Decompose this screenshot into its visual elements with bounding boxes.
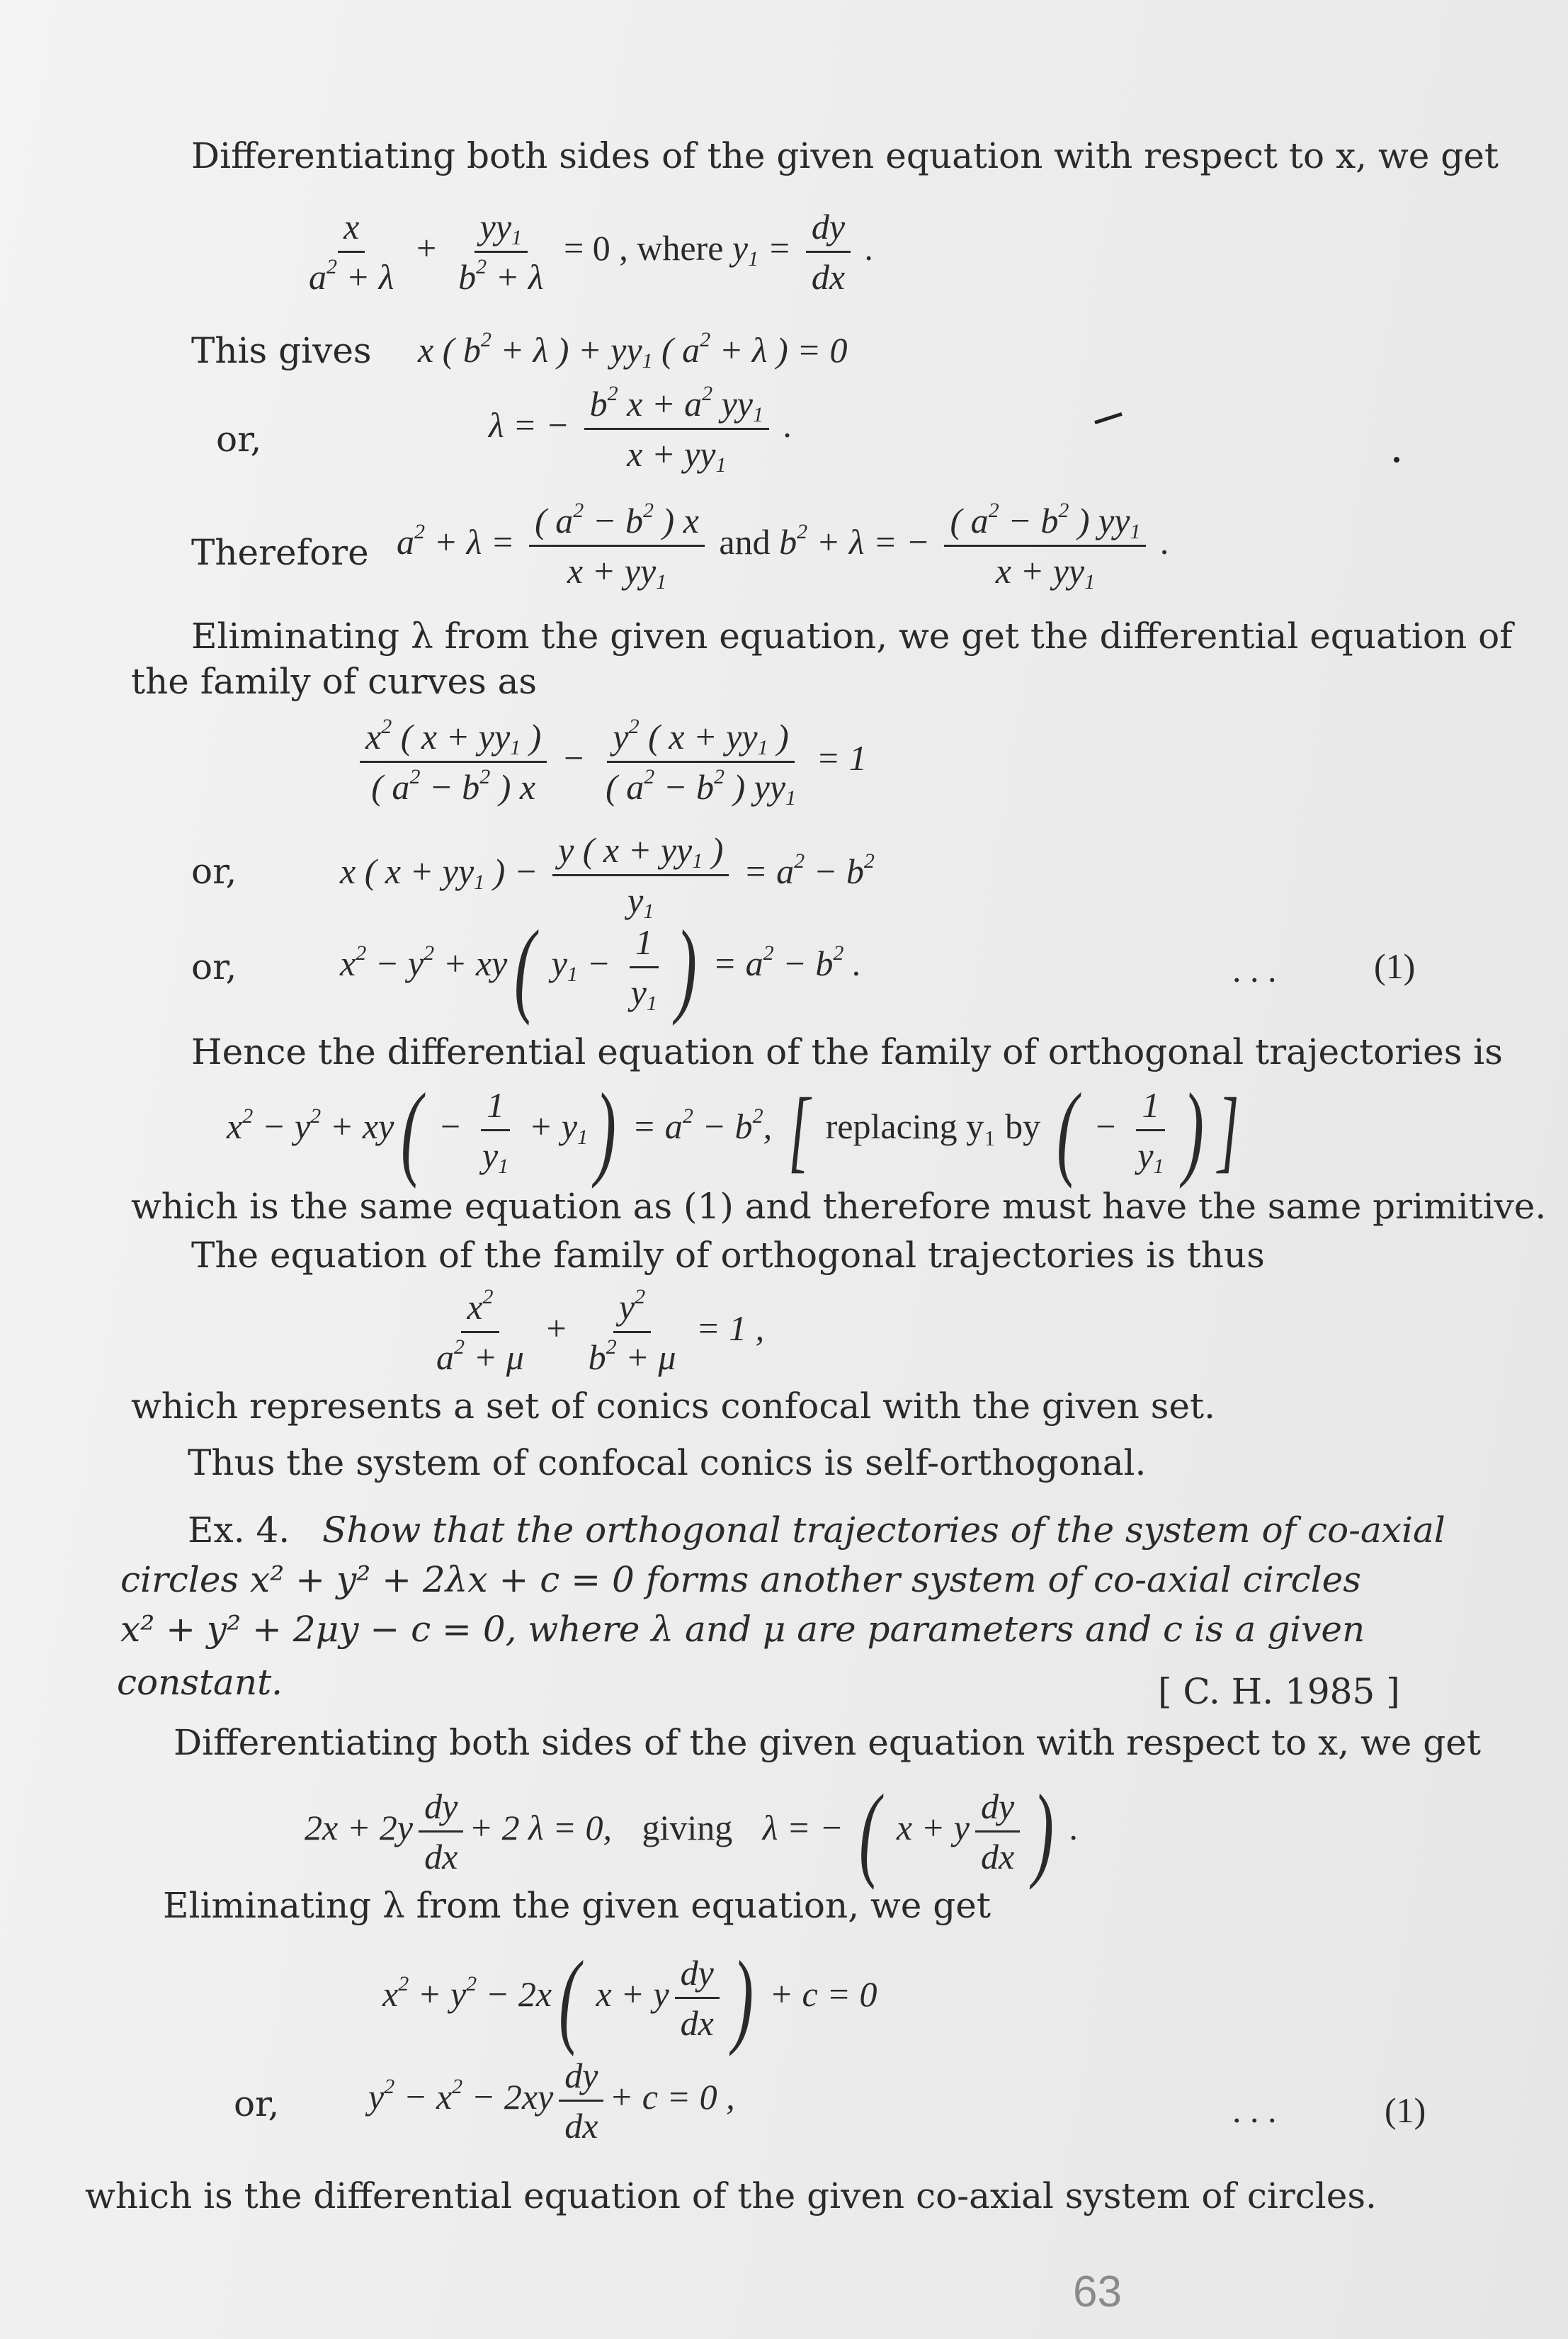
equation-therefore: $a^2 + \lambda$ = $\frac{( a^2 - b^2 ) x}{x + yy_1}$ and $b^2 + \lambda$ = − $\frac{( a^2 - b^2 ) yy_1}{x + yy_1}$ . bbox=[397, 499, 1170, 594]
eliminating-line-cont: the family of curves as bbox=[131, 661, 538, 702]
family-equation-line: The equation of the family of orthogonal trajectories is thus bbox=[191, 1235, 1265, 1276]
equation-this-gives: x ( $b^2 + \lambda$ ) + $yy_1$ ( $a^2 + \lambda$ ) = 0 bbox=[418, 328, 848, 373]
final-line: which is the differential equation of the given co-axial system of circles. bbox=[85, 2175, 1377, 2216]
therefore-label: Therefore bbox=[191, 532, 369, 573]
eliminating-line: Eliminating λ from the given equation, we get the differential equation of bbox=[191, 616, 1513, 657]
dots-2: . . . bbox=[1232, 2090, 1277, 2130]
example-text-3: x² + y² + 2μy − c = 0, where λ and μ are parameters and c is a given bbox=[120, 1609, 1365, 1650]
equation-family: $\frac{x^2 ( x + yy_1 )}{( a^2 - b^2 ) x}$ − $\frac{y^2 ( x + yy_1 )}{( a^2 - b^2 ) yy_1}$ = 1 bbox=[354, 715, 867, 808]
self-orthogonal-line: Thus the system of confocal conics is self-orthogonal. bbox=[188, 1442, 1147, 1483]
example-label: Ex. 4. bbox=[188, 1510, 290, 1551]
equation-number-2: (1) bbox=[1385, 2090, 1426, 2130]
same-equation-line: which is the same equation as (1) and therefore must have the same primitive. bbox=[131, 1186, 1547, 1227]
equation-confocal: $\frac{x^2}{a^2 + \mu}$ + $\frac{y^2}{b^2 + \mu}$ = 1 , bbox=[436, 1285, 765, 1377]
hence-line: Hence the differential equation of the family of orthogonal trajectories is bbox=[191, 1031, 1503, 1072]
dots-1: . . . bbox=[1232, 950, 1277, 990]
example-text-1: Show that the orthogonal trajectories of the system of co-axial bbox=[322, 1510, 1445, 1551]
or-label-4: or, bbox=[234, 2083, 280, 2124]
equation-eliminated: $x^2 + y^2 - 2x$( x + y $\frac{dy}{dx}$ ) + c = 0 bbox=[382, 1939, 877, 2057]
equation-orthogonal: $x^2 - y^2 + xy$( − $\frac{1}{y_1}$ + $y_1) = a^2 - b^2$, [ replacing y₁ by ( − $\frac{1}{y_1}$ ) ] bbox=[227, 1071, 1239, 1189]
this-gives-label: This gives bbox=[191, 330, 372, 371]
example-text-4: constant. bbox=[117, 1662, 283, 1703]
equation-circles-one: $y^2 - x^2 - 2xy$ $\frac{dy}{dx}$ + c = 0 , bbox=[368, 2056, 735, 2146]
equation-circle-derivative: 2x + 2y $\frac{dy}{dx}$ + 2 λ = 0, giving λ = − ( x + y $\frac{dy}{dx}$ ) . bbox=[305, 1772, 1079, 1891]
pen-dot bbox=[1394, 457, 1399, 463]
or-label-1: or, bbox=[216, 419, 262, 460]
eliminating-line-2: Eliminating λ from the given equation, we get bbox=[163, 1885, 991, 1926]
equation-or-2: x ( $x + yy_1$ ) − $\frac{y ( x + yy_1 )}{y_1}$ = $a^2 - b^2$ bbox=[340, 830, 875, 923]
page-number: 63 bbox=[1073, 2267, 1122, 2316]
differentiating-line-2: Differentiating both sides of the given equation with respect to x, we get bbox=[174, 1722, 1481, 1763]
or-label-3: or, bbox=[191, 946, 237, 987]
intro-line: Differentiating both sides of the given equation with respect to x, we get bbox=[191, 135, 1499, 176]
or-label-2: or, bbox=[191, 851, 237, 892]
pen-mark bbox=[1094, 412, 1123, 424]
represents-line: which represents a set of conics confocal with the given set. bbox=[131, 1386, 1216, 1427]
exam-reference: [ C. H. 1985 ] bbox=[1158, 1671, 1400, 1712]
equation-number-1: (1) bbox=[1374, 946, 1416, 986]
equation-lambda: λ = − $\frac{b^2 x + a^2 yy_1}{x + yy_1}$ . bbox=[489, 382, 792, 477]
example-text-2: circles x² + y² + 2λx + c = 0 forms another system of co-axial circles bbox=[120, 1559, 1361, 1600]
equation-derivative: $\frac{x}{a^2 + \lambda}$ + $\frac{yy_1}{b^2 + \lambda}$ = 0 , where $y_1$ = $\frac{dy}{dx}$ . bbox=[309, 207, 875, 297]
equation-one: $x^2 - y^2 + xy$( $y_1$ − $\frac{1}{y_1}$ ) = $a^2 - b^2$ . bbox=[340, 908, 862, 1026]
